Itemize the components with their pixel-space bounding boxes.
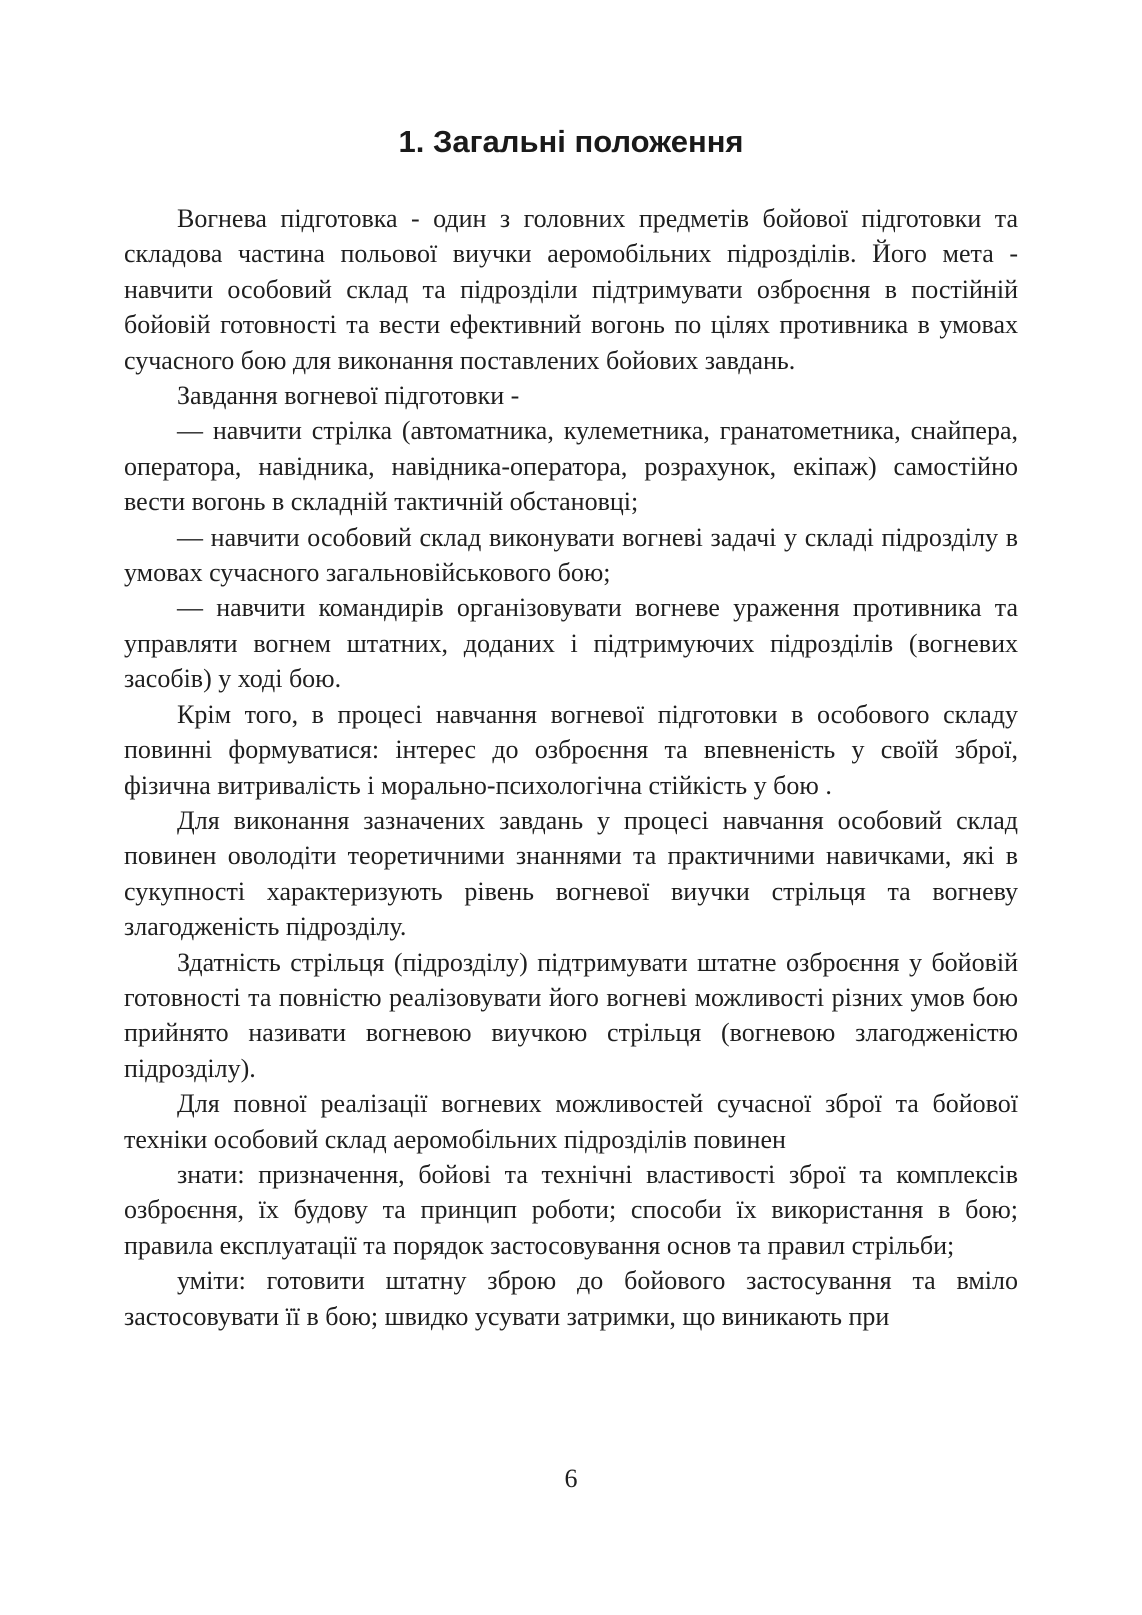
paragraph: Здатність стрільця (підрозділу) підтримувати штатне озброєння у бойовій готовності та повністю реалізовувати його вогневі можливості різних умов бою прийнято називати вогневою виучкою стрільця (вогневою злагодженістю підрозділу). — [124, 947, 1018, 1083]
paragraph: Для повної реалізації вогневих можливостей сучасної зброї та бойової техніки особовий склад аеромобільних підрозділів повинен — [124, 1089, 1018, 1154]
section-title: 1. Загальні положення — [398, 124, 744, 159]
body-text — [124, 201, 1018, 1334]
list-item: — навчити особовий склад виконувати вогневі задачі у складі підрозділу в умовах сучасного загальновійськового бою; — [124, 522, 1018, 588]
paragraph: уміти: готовити штатну зброю до бойового застосування та вміло застосовувати її в бою; швидко усувати затримки, що виникають при — [124, 1266, 1018, 1331]
paragraph: Для виконання зазначених завдань у процесі навчання особовий склад повинен оволодіти теоретичними знаннями та практичними навичками, які в сукупності характеризують рівень вогневої виучки стрільця та вогневу злагодженість підрозділу. — [124, 805, 1018, 942]
page-number: 6 — [564, 1464, 578, 1493]
list-item: — навчити стрілка (автоматника, кулеметника, гранатометника, снайпера, оператора, навідника, навідника-оператора, розрахунок, екіпаж) самостійно вести вогонь в складній тактичній обстановці; — [124, 416, 1018, 517]
paragraph: Завдання вогневої підготовки - — [177, 381, 520, 411]
paragraph: Вогнева підготовка - один з головних предметів бойової підготовки та складова частина польової виучки аеромобільних підрозділів. Його мета - навчити особовий склад та підрозділи підтримувати озброєння в постійній бойовій готовності та вести ефективний вогонь по цілях противника в умовах сучасного бою для виконання поставлених бойових завдань. — [124, 204, 1018, 375]
list-item: — навчити командирів організовувати вогневе ураження противника та управляти вогнем штатних, доданих і підтримуючих підрозділів (вогневих засобів) у ході бою. — [124, 593, 1018, 694]
paragraph: Крім того, в процесі навчання вогневої підготовки в особового складу повинні формуватися: інтерес до озброєння та впевненість у своїй зброї, фізична витривалість і морально-психологічна стійкість у бою . — [124, 699, 1018, 800]
paragraph: знати: призначення, бойові та технічні властивості зброї та комплексів озброєння, їх будову та принцип роботи; способи їх використання в бою; правила експлуатації та порядок застосовування основ та правил стрільби; — [124, 1159, 1018, 1260]
